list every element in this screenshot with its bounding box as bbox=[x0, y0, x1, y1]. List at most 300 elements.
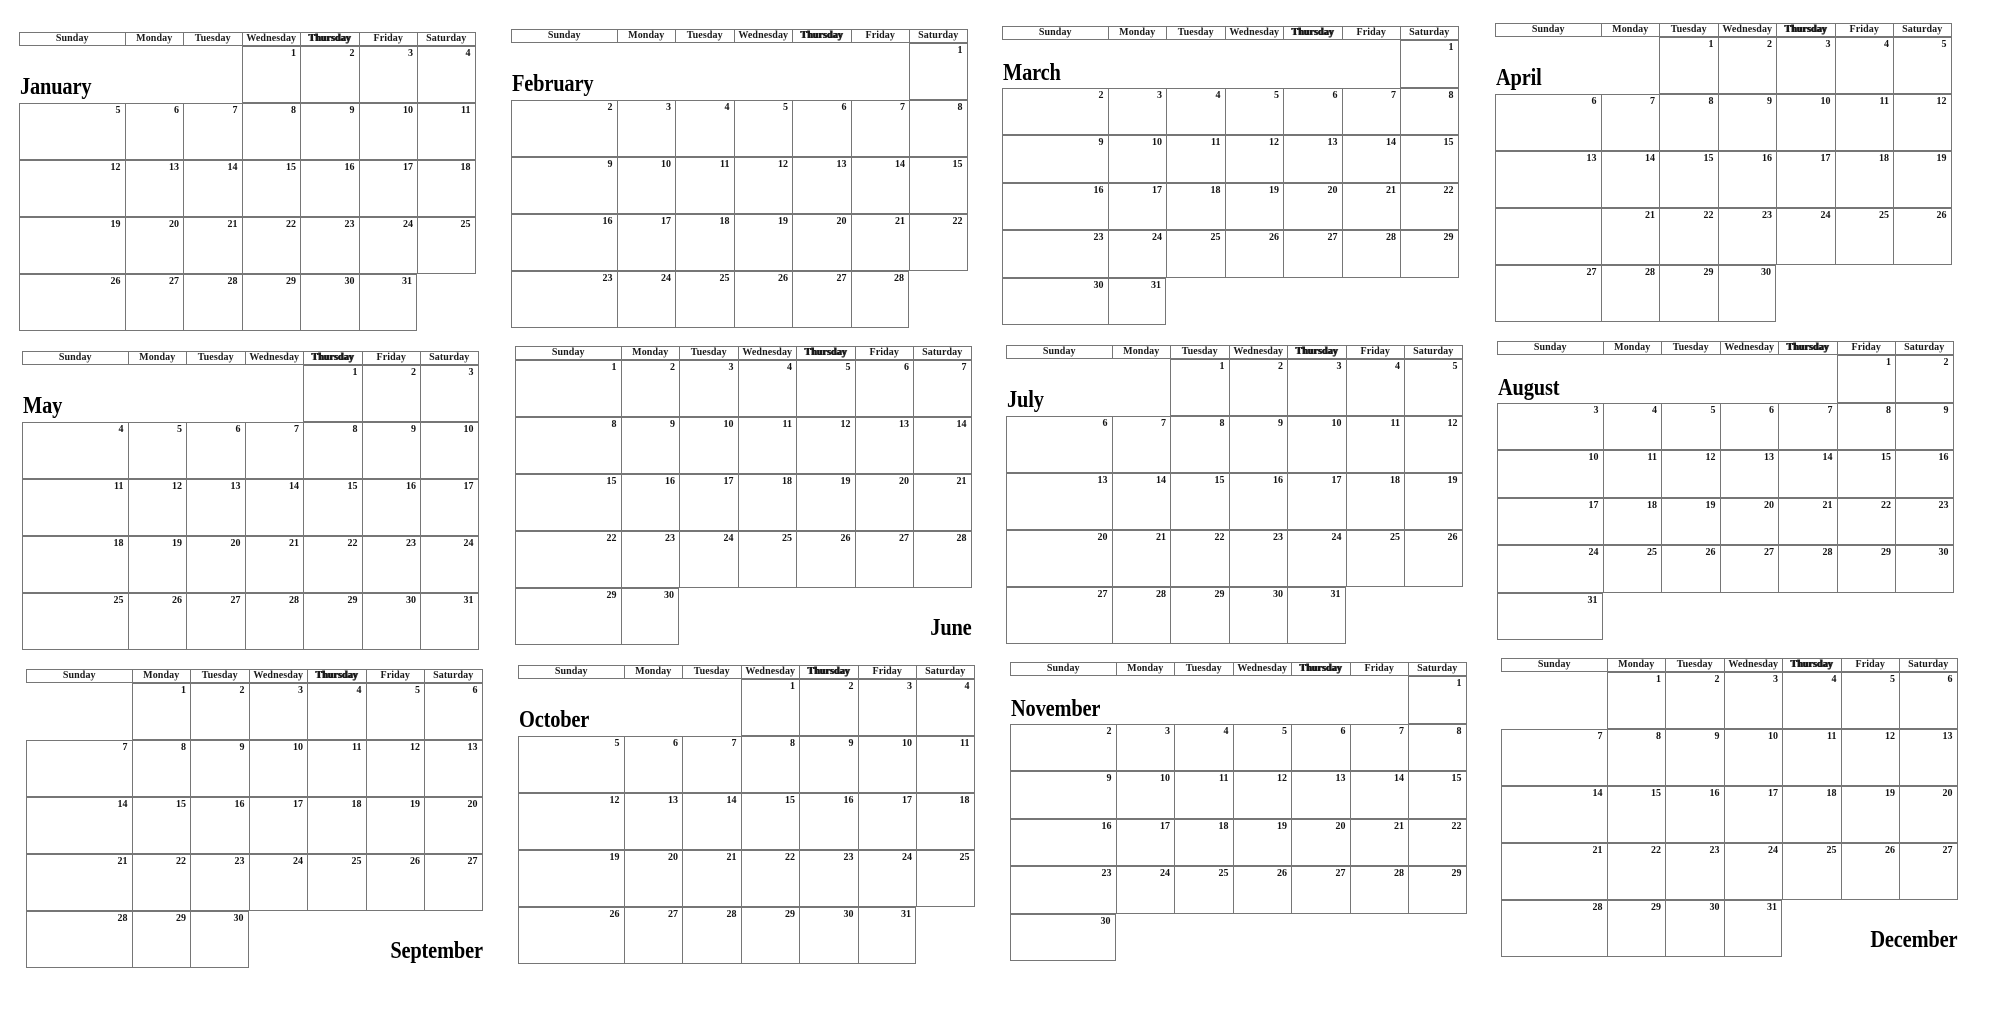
day-cell bbox=[617, 157, 676, 214]
date-number: 22 bbox=[1703, 210, 1714, 221]
day-cell bbox=[1607, 729, 1666, 786]
day-cell bbox=[1404, 473, 1463, 530]
day-cell bbox=[362, 536, 421, 593]
weekday-header: Sunday bbox=[1501, 658, 1607, 672]
day-cell bbox=[1607, 843, 1666, 900]
date-number: 17 bbox=[1768, 788, 1778, 799]
date-number: 28 bbox=[726, 909, 737, 920]
weekday-header: Saturday bbox=[1899, 658, 1958, 672]
day-cell bbox=[1225, 183, 1284, 231]
date-number: 28 bbox=[1156, 589, 1166, 600]
date-number: 2 bbox=[411, 367, 416, 378]
weekday-header: Monday bbox=[624, 665, 683, 679]
date-number: 9 bbox=[1278, 418, 1283, 429]
day-cell bbox=[22, 422, 128, 479]
date-number: 7 bbox=[961, 362, 967, 373]
date-number: 1 bbox=[181, 685, 186, 696]
date-number: 20 bbox=[899, 476, 909, 487]
day-cell bbox=[518, 793, 624, 850]
month-label: November bbox=[1011, 696, 1101, 722]
day-cell bbox=[307, 854, 366, 911]
date-number: 13 bbox=[230, 481, 241, 492]
day-cell bbox=[1724, 786, 1783, 843]
date-number: 8 bbox=[291, 105, 296, 116]
date-number: 4 bbox=[1831, 674, 1837, 685]
day-cell bbox=[132, 797, 191, 854]
date-number: 4 bbox=[724, 102, 730, 113]
date-number: 16 bbox=[234, 799, 245, 810]
day-cell bbox=[1665, 843, 1724, 900]
day-cell bbox=[1724, 729, 1783, 786]
day-cell bbox=[1010, 724, 1116, 772]
weekday-header: Monday bbox=[1601, 23, 1660, 37]
date-number: 15 bbox=[952, 159, 963, 170]
weekday-header: Monday bbox=[1108, 26, 1167, 40]
date-number: 3 bbox=[1165, 725, 1170, 737]
weekday-header: Monday bbox=[621, 346, 680, 360]
day-cell bbox=[1720, 450, 1779, 498]
weekday-header: Thursday bbox=[307, 669, 366, 683]
day-cell bbox=[617, 271, 676, 328]
date-number: 9 bbox=[607, 159, 613, 170]
weekday-header: Sunday bbox=[511, 29, 617, 43]
date-number: 7 bbox=[1391, 89, 1396, 101]
day-cell bbox=[1116, 771, 1175, 819]
day-cell bbox=[1665, 672, 1724, 729]
date-number: 28 bbox=[227, 276, 238, 287]
date-number: 7 bbox=[1650, 96, 1655, 107]
date-number: 26 bbox=[172, 595, 182, 606]
day-cell bbox=[307, 683, 366, 740]
weekday-header: Wednesday bbox=[738, 346, 797, 360]
date-number: 23 bbox=[665, 533, 675, 544]
weekday-header: Tuesday bbox=[183, 32, 242, 46]
date-number: 6 bbox=[174, 105, 179, 116]
date-number: 26 bbox=[410, 856, 420, 867]
day-cell bbox=[851, 214, 910, 271]
date-number: 10 bbox=[403, 105, 413, 116]
date-number: 6 bbox=[673, 738, 678, 749]
day-cell bbox=[1170, 587, 1229, 644]
day-cell bbox=[190, 911, 249, 968]
weekday-header: Sunday bbox=[1006, 345, 1112, 359]
date-number: 24 bbox=[463, 538, 474, 549]
day-cell bbox=[1501, 729, 1607, 786]
day-cell bbox=[22, 536, 128, 593]
day-cell bbox=[1601, 265, 1660, 322]
day-cell bbox=[1782, 729, 1841, 786]
day-cell bbox=[511, 214, 617, 271]
date-number: 14 bbox=[1156, 475, 1166, 486]
day-cell bbox=[855, 360, 914, 417]
date-number: 9 bbox=[411, 424, 416, 435]
date-number: 15 bbox=[286, 162, 296, 173]
day-cell bbox=[916, 793, 975, 850]
date-number: 11 bbox=[720, 159, 730, 170]
weekday-header: Friday bbox=[855, 346, 914, 360]
day-cell bbox=[362, 593, 421, 650]
day-cell bbox=[1350, 724, 1409, 772]
date-number: 8 bbox=[790, 738, 795, 749]
date-number: 25 bbox=[1647, 547, 1657, 558]
date-number: 24 bbox=[293, 856, 303, 867]
date-number: 28 bbox=[1386, 232, 1396, 243]
day-cell bbox=[1895, 403, 1954, 451]
day-cell bbox=[1893, 37, 1952, 94]
date-number: 1 bbox=[1886, 357, 1891, 368]
day-cell bbox=[1893, 151, 1952, 208]
day-cell bbox=[359, 103, 418, 160]
day-cell bbox=[26, 854, 132, 911]
month-label: March bbox=[1003, 60, 1061, 86]
weekday-header: Thursday bbox=[1283, 26, 1342, 40]
date-number: 17 bbox=[1152, 184, 1162, 196]
weekday-header: Tuesday bbox=[186, 351, 245, 365]
date-number: 23 bbox=[602, 273, 613, 284]
date-number: 18 bbox=[460, 162, 471, 173]
day-cell bbox=[186, 479, 245, 536]
date-number: 19 bbox=[778, 216, 788, 227]
date-number: 18 bbox=[1218, 820, 1229, 832]
month-september bbox=[26, 669, 484, 968]
day-cell bbox=[1108, 135, 1167, 183]
weekday-header: Monday bbox=[128, 351, 187, 365]
date-number: 19 bbox=[1447, 475, 1458, 486]
weekday-header: Thursday bbox=[303, 351, 362, 365]
day-cell bbox=[624, 736, 683, 793]
day-cell bbox=[1495, 265, 1601, 322]
date-number: 14 bbox=[726, 795, 737, 806]
date-number: 28 bbox=[1592, 902, 1603, 913]
date-number: 17 bbox=[661, 216, 671, 227]
date-number: 30 bbox=[406, 595, 416, 606]
date-number: 8 bbox=[1656, 731, 1661, 742]
day-cell bbox=[303, 422, 362, 479]
day-cell bbox=[1835, 37, 1894, 94]
day-cell bbox=[1603, 403, 1662, 451]
date-number: 23 bbox=[1093, 232, 1104, 243]
date-number: 16 bbox=[344, 162, 355, 173]
day-cell bbox=[909, 100, 968, 157]
day-cell bbox=[1408, 866, 1467, 914]
date-number: 21 bbox=[1822, 499, 1833, 511]
day-cell bbox=[128, 422, 187, 479]
date-number: 3 bbox=[728, 362, 734, 373]
day-cell bbox=[1497, 545, 1603, 593]
day-cell bbox=[1291, 819, 1350, 867]
day-cell bbox=[1116, 866, 1175, 914]
day-cell bbox=[1408, 819, 1467, 867]
day-cell bbox=[1116, 724, 1175, 772]
month-june bbox=[515, 346, 973, 645]
date-number: 28 bbox=[289, 595, 299, 606]
day-cell bbox=[1346, 473, 1405, 530]
day-cell bbox=[1342, 135, 1401, 183]
day-cell bbox=[1659, 151, 1718, 208]
date-number: 12 bbox=[1705, 452, 1716, 463]
day-cell bbox=[303, 365, 362, 422]
day-cell bbox=[1835, 94, 1894, 151]
day-cell bbox=[362, 479, 421, 536]
date-number: 16 bbox=[1273, 475, 1283, 486]
day-cell bbox=[26, 740, 132, 797]
weekday-header: Wednesday bbox=[1718, 23, 1777, 37]
day-cell bbox=[424, 797, 483, 854]
day-cell bbox=[362, 365, 421, 422]
weekday-header: Friday bbox=[851, 29, 910, 43]
day-cell bbox=[1495, 94, 1601, 151]
day-cell bbox=[1287, 473, 1346, 530]
date-number: 22 bbox=[1214, 532, 1225, 543]
day-cell bbox=[186, 593, 245, 650]
date-number: 5 bbox=[1282, 725, 1287, 737]
day-cell bbox=[679, 360, 738, 417]
day-cell bbox=[1659, 37, 1718, 94]
date-number: 20 bbox=[1097, 532, 1108, 543]
day-cell bbox=[359, 160, 418, 217]
day-cell bbox=[242, 160, 301, 217]
day-cell bbox=[738, 474, 797, 531]
date-number: 18 bbox=[1879, 153, 1889, 164]
date-number: 5 bbox=[845, 362, 851, 373]
day-cell bbox=[741, 793, 800, 850]
day-cell bbox=[916, 850, 975, 907]
weekday-header: Thursday bbox=[1291, 662, 1350, 676]
day-cell bbox=[1229, 530, 1288, 587]
weekday-header: Friday bbox=[1837, 341, 1896, 355]
date-number: 5 bbox=[1710, 404, 1716, 416]
day-cell bbox=[1601, 94, 1660, 151]
date-number: 1 bbox=[1656, 674, 1661, 685]
date-number: 15 bbox=[1451, 773, 1462, 784]
day-cell bbox=[1400, 135, 1459, 183]
day-cell bbox=[1291, 866, 1350, 914]
day-cell bbox=[1112, 530, 1171, 587]
date-number: 13 bbox=[467, 742, 478, 753]
day-cell bbox=[1112, 416, 1171, 473]
date-number: 11 bbox=[1647, 452, 1657, 463]
weekday-header: Saturday bbox=[417, 32, 476, 46]
date-number: 24 bbox=[1588, 547, 1599, 558]
day-cell bbox=[1661, 450, 1720, 498]
day-cell bbox=[1229, 359, 1288, 416]
day-cell bbox=[1225, 88, 1284, 136]
date-number: 11 bbox=[1211, 137, 1221, 148]
date-number: 19 bbox=[1277, 820, 1287, 832]
date-number: 6 bbox=[1591, 96, 1597, 107]
day-cell bbox=[1718, 151, 1777, 208]
date-number: 6 bbox=[1102, 418, 1108, 429]
day-cell bbox=[1776, 208, 1835, 265]
day-cell bbox=[515, 417, 621, 474]
date-number: 21 bbox=[227, 219, 238, 230]
day-cell bbox=[1350, 771, 1409, 819]
date-number: 18 bbox=[959, 795, 970, 806]
date-number: 20 bbox=[836, 216, 847, 227]
date-number: 2 bbox=[1767, 39, 1772, 50]
date-number: 5 bbox=[415, 685, 420, 696]
day-cell bbox=[858, 850, 917, 907]
date-number: 13 bbox=[1942, 731, 1953, 742]
date-number: 16 bbox=[665, 476, 675, 487]
month-may bbox=[22, 351, 480, 650]
day-cell bbox=[300, 274, 359, 331]
date-number: 20 bbox=[169, 219, 179, 230]
day-cell bbox=[738, 360, 797, 417]
date-number: 26 bbox=[110, 276, 121, 287]
date-number: 5 bbox=[1274, 89, 1279, 101]
day-cell bbox=[1006, 587, 1112, 644]
day-cell bbox=[417, 217, 476, 274]
date-number: 3 bbox=[298, 685, 303, 696]
day-cell bbox=[1408, 771, 1467, 819]
month-august bbox=[1497, 341, 1955, 640]
day-cell bbox=[1287, 359, 1346, 416]
date-number: 17 bbox=[1820, 153, 1831, 164]
date-number: 21 bbox=[895, 216, 905, 227]
weekday-header: Friday bbox=[1835, 23, 1894, 37]
date-number: 13 bbox=[1097, 475, 1108, 486]
date-number: 5 bbox=[1452, 361, 1458, 372]
date-number: 24 bbox=[403, 219, 413, 230]
date-number: 7 bbox=[1827, 404, 1833, 416]
weekday-header: Friday bbox=[1342, 26, 1401, 40]
date-number: 6 bbox=[841, 102, 847, 113]
month-label: April bbox=[1496, 65, 1542, 91]
date-number: 10 bbox=[463, 424, 474, 435]
date-number: 8 bbox=[1708, 96, 1714, 107]
date-number: 29 bbox=[1451, 868, 1462, 879]
date-number: 31 bbox=[1330, 589, 1341, 600]
date-number: 30 bbox=[1761, 267, 1771, 278]
date-number: 10 bbox=[1160, 773, 1170, 784]
date-number: 11 bbox=[114, 481, 124, 492]
date-number: 24 bbox=[1152, 232, 1162, 243]
weekday-header: Friday bbox=[359, 32, 418, 46]
month-october bbox=[518, 665, 976, 964]
day-cell bbox=[621, 474, 680, 531]
date-number: 24 bbox=[1820, 210, 1831, 221]
date-number: 10 bbox=[661, 159, 671, 170]
day-cell bbox=[1229, 587, 1288, 644]
day-cell bbox=[359, 217, 418, 274]
date-number: 12 bbox=[778, 159, 788, 170]
date-number: 4 bbox=[1652, 404, 1657, 416]
weekday-header: Wednesday bbox=[1720, 341, 1779, 355]
date-number: 4 bbox=[1223, 725, 1229, 737]
date-number: 30 bbox=[344, 276, 355, 287]
day-cell bbox=[1893, 94, 1952, 151]
date-number: 5 bbox=[1890, 674, 1895, 685]
date-number: 2 bbox=[1106, 725, 1112, 737]
date-number: 12 bbox=[110, 162, 121, 173]
date-number: 26 bbox=[609, 909, 620, 920]
date-number: 25 bbox=[460, 219, 471, 230]
day-cell bbox=[1342, 183, 1401, 231]
day-cell bbox=[125, 103, 184, 160]
date-number: 13 bbox=[169, 162, 179, 173]
day-cell bbox=[1899, 843, 1958, 900]
date-number: 27 bbox=[1097, 589, 1108, 600]
date-number: 1 bbox=[1456, 678, 1462, 689]
date-number: 9 bbox=[848, 738, 854, 749]
date-number: 2 bbox=[670, 362, 675, 373]
weekday-header: Tuesday bbox=[1665, 658, 1724, 672]
day-cell bbox=[1006, 473, 1112, 530]
weekday-header: Monday bbox=[1116, 662, 1175, 676]
day-cell bbox=[424, 854, 483, 911]
month-label: December bbox=[1870, 927, 1958, 953]
day-cell bbox=[913, 417, 972, 474]
date-number: 23 bbox=[1273, 532, 1283, 543]
day-cell bbox=[1778, 545, 1837, 593]
day-cell bbox=[132, 911, 191, 968]
date-number: 22 bbox=[1451, 820, 1462, 832]
day-cell bbox=[511, 157, 617, 214]
weekday-header: Friday bbox=[1841, 658, 1900, 672]
date-number: 15 bbox=[347, 481, 358, 492]
day-cell bbox=[682, 850, 741, 907]
weekday-header: Wednesday bbox=[734, 29, 793, 43]
day-cell bbox=[245, 422, 304, 479]
day-cell bbox=[1497, 403, 1603, 451]
day-cell bbox=[1166, 183, 1225, 231]
date-number: 19 bbox=[840, 476, 851, 487]
weekday-header: Wednesday bbox=[242, 32, 301, 46]
weekday-header: Monday bbox=[1603, 341, 1662, 355]
date-number: 4 bbox=[465, 48, 471, 59]
date-number: 9 bbox=[1714, 731, 1720, 742]
day-cell bbox=[26, 797, 132, 854]
month-april bbox=[1495, 23, 1953, 322]
date-number: 20 bbox=[230, 538, 241, 549]
weekday-header: Friday bbox=[362, 351, 421, 365]
date-number: 27 bbox=[169, 276, 179, 287]
day-cell bbox=[1400, 230, 1459, 278]
date-number: 1 bbox=[1448, 42, 1454, 53]
day-cell bbox=[855, 417, 914, 474]
weekday-header: Saturday bbox=[909, 29, 968, 43]
day-cell bbox=[300, 217, 359, 274]
day-cell bbox=[518, 850, 624, 907]
date-number: 7 bbox=[122, 742, 128, 753]
day-cell bbox=[511, 100, 617, 157]
day-cell bbox=[675, 271, 734, 328]
day-cell bbox=[734, 100, 793, 157]
day-cell bbox=[1893, 208, 1952, 265]
weekday-header: Friday bbox=[1350, 662, 1409, 676]
date-number: 27 bbox=[1586, 267, 1597, 278]
day-cell bbox=[1116, 819, 1175, 867]
date-number: 7 bbox=[731, 738, 737, 749]
day-cell bbox=[1166, 135, 1225, 183]
date-number: 29 bbox=[1214, 589, 1225, 600]
day-cell bbox=[916, 679, 975, 736]
date-number: 5 bbox=[177, 424, 182, 435]
day-cell bbox=[22, 479, 128, 536]
day-cell bbox=[242, 274, 301, 331]
date-number: 27 bbox=[230, 595, 241, 606]
day-cell bbox=[1841, 729, 1900, 786]
day-cell bbox=[1342, 88, 1401, 136]
weekday-header: Wednesday bbox=[1225, 26, 1284, 40]
day-cell bbox=[851, 157, 910, 214]
date-number: 20 bbox=[1764, 499, 1774, 511]
date-number: 12 bbox=[1277, 773, 1287, 784]
day-cell bbox=[186, 536, 245, 593]
month-december bbox=[1501, 658, 1959, 957]
date-number: 25 bbox=[782, 533, 792, 544]
